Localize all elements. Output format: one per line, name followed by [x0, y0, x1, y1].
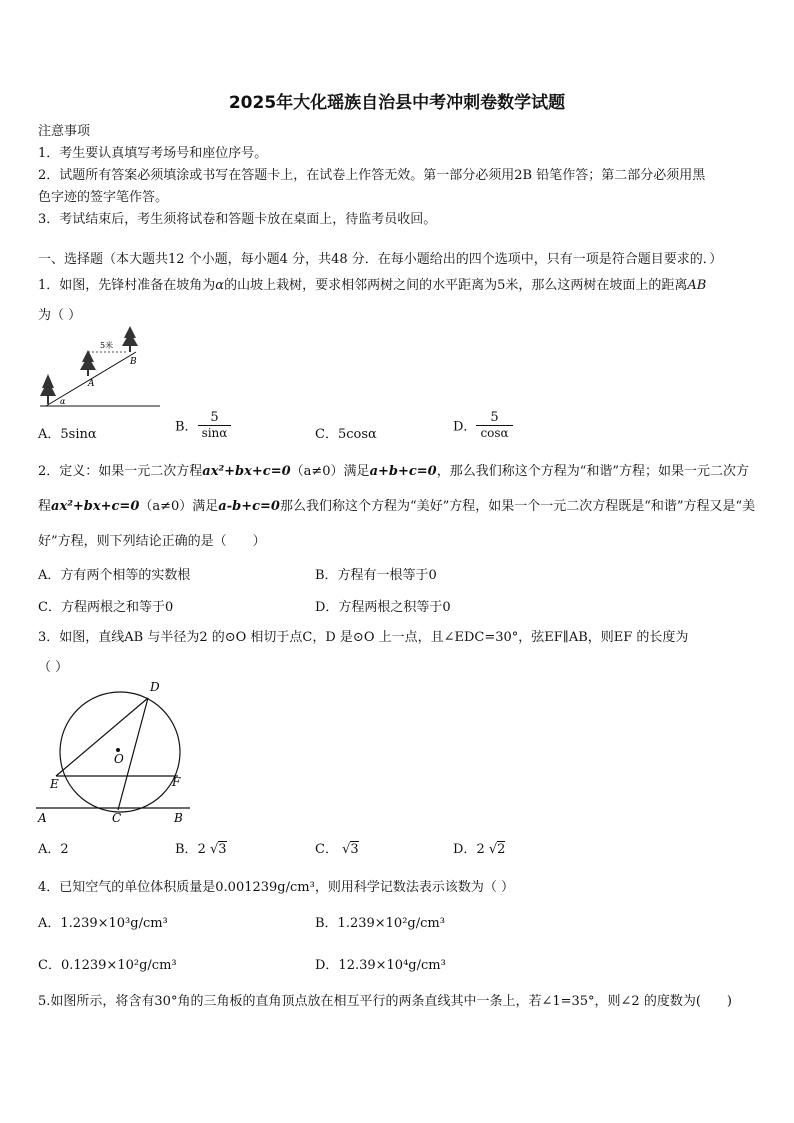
distance-label: 5米	[100, 341, 114, 350]
q1-text-b: 的山坡上栽树，要求相邻两树之间的水平距离为5米，那么这两树在坡面上的距离	[224, 278, 688, 293]
q2-text: 程	[38, 499, 52, 514]
label-c: C	[112, 811, 122, 825]
q2-text: 那么我们称这个方程为“美好”方程，如果一个一元二次方程既是“和谐”方程又是“美	[279, 499, 756, 514]
question-5-stem: 5.如图所示，将含有30°角的三角板的直角顶点放在相互平行的两条直线其中一条上，若∠1=35°，则∠2 的度数为( )	[38, 994, 732, 1009]
page-title: 2025年大化瑶族自治县中考冲刺卷数学试题	[228, 93, 566, 113]
option-value: 5sinα	[60, 427, 97, 442]
tree-icon	[122, 326, 138, 352]
option-value: 5cosα	[337, 427, 377, 442]
q4-option-a[interactable]: A．1.239×10³g/cm³	[38, 916, 168, 931]
point-a-label: A	[88, 379, 95, 389]
numerator: 5	[476, 410, 512, 426]
q1-option-a[interactable]	[38, 423, 97, 442]
label-b: B	[174, 811, 183, 825]
q2-option-b[interactable]: B．方程有一根等于0	[315, 568, 437, 583]
notice-heading: 注意事项	[38, 124, 91, 139]
fraction	[476, 410, 512, 440]
radicand: 3	[350, 842, 359, 857]
equation: a+b+c=0	[369, 464, 437, 479]
q3-option-d[interactable]	[453, 838, 505, 857]
denominator: cosα	[480, 426, 509, 440]
point-b-label: B	[130, 357, 137, 367]
radicand: 3	[218, 842, 227, 857]
q4-option-b[interactable]: B．1.239×10²g/cm³	[315, 916, 445, 931]
option-label: B．	[175, 842, 198, 857]
option-label: C．	[315, 842, 338, 857]
condition: （a≠0）满足	[139, 499, 219, 514]
tree-icon	[40, 374, 56, 404]
q3-option-c[interactable]	[315, 838, 359, 857]
question-1-stem-end: 为（ ）	[38, 308, 82, 323]
q2-option-d[interactable]: D．方程两根之积等于0	[315, 600, 451, 615]
option-label: A．	[38, 427, 61, 442]
q1-text-a: 1．如图，先锋村准备在坡角为	[38, 278, 216, 293]
q3-option-b[interactable]	[175, 838, 227, 857]
option-label: D．	[453, 842, 477, 857]
question-3-stem: 3．如图，直线AB 与半径为2 的⊙O 相切于点C，D 是⊙O 上一点，且∠EDC=30°，弦EF∥AB，则EF 的长度为	[38, 630, 689, 645]
q4-option-c[interactable]: C．0.1239×10²g/cm³	[38, 958, 177, 973]
segment-ed	[56, 698, 148, 776]
label-d: D	[150, 680, 160, 694]
coefficient: 2	[197, 842, 206, 857]
label-a: A	[38, 811, 47, 825]
q1-option-b[interactable]	[175, 410, 231, 440]
numerator: 5	[198, 410, 232, 426]
sqrt-icon: √	[342, 842, 351, 857]
option-label: B．	[175, 419, 198, 435]
sqrt-icon: √	[209, 842, 219, 857]
notice-item: 2．试题所有答案必须填涂或书写在答题卡上，在试卷上作答无效。第一部分必须用2B 铅笔作答；第二部分必须用黑	[38, 168, 706, 183]
denominator: sinα	[201, 426, 228, 440]
notice-item: 色字迹的签字笔作答。	[38, 190, 169, 205]
coefficient: 2	[476, 842, 485, 857]
notice-item: 1．考生要认真填写考场号和座位序号。	[38, 146, 268, 161]
question-1-stem	[38, 274, 706, 293]
fraction	[198, 410, 232, 440]
question-2-line-3: 好”方程，则下列结论正确的是（ ）	[38, 534, 266, 549]
angle-label: α	[60, 397, 66, 406]
question-4-stem: 4．已知空气的单位体积质量是0.001239g/cm³，则用科学记数法表示该数为（ ）	[38, 880, 514, 895]
condition: （a≠0）满足	[290, 464, 370, 479]
q1-option-d[interactable]	[453, 410, 513, 440]
slope-figure	[36, 322, 166, 412]
q2-text: ，那么我们称这个方程为“和谐”方程；如果一元二次方	[436, 464, 750, 479]
equation: a-b+c=0	[218, 499, 280, 514]
question-3-stem-end: （ ）	[38, 660, 69, 675]
option-label: D．	[453, 419, 477, 435]
tree-icon	[80, 350, 96, 376]
circle-figure	[32, 678, 202, 828]
notice-item: 3．考试结束后，考生须将试卷和答题卡放在桌面上，待监考员收回。	[38, 212, 437, 227]
sqrt-icon: √	[488, 842, 498, 857]
label-f: F	[172, 775, 181, 789]
q2-option-a[interactable]: A．方有两个相等的实数根	[38, 568, 191, 583]
q2-text: 2．定义：如果一元二次方程	[38, 464, 203, 479]
radicand: 2	[497, 842, 506, 857]
question-2-line-2	[38, 495, 755, 514]
section-heading: 一、选择题（本大题共12 个小题，每小题4 分，共48 分．在每小题给出的四个选项中，只有一项是符合题目要求的．）	[38, 252, 723, 267]
q3-option-a[interactable]: A．2	[38, 842, 69, 857]
q2-option-c[interactable]: C．方程两根之和等于0	[38, 600, 174, 615]
equation: ax²+bx+c=0	[51, 499, 140, 514]
option-label: C．	[315, 427, 338, 442]
q4-option-d[interactable]: D．12.39×10⁴g/cm³	[315, 958, 446, 973]
q1-option-c[interactable]	[315, 423, 377, 442]
label-e: E	[50, 777, 59, 791]
label-o: O	[114, 752, 124, 766]
q1-alpha: α	[215, 278, 225, 293]
question-2-line-1	[38, 460, 749, 479]
equation: ax²+bx+c=0	[202, 464, 291, 479]
q1-ab: AB	[687, 278, 707, 293]
